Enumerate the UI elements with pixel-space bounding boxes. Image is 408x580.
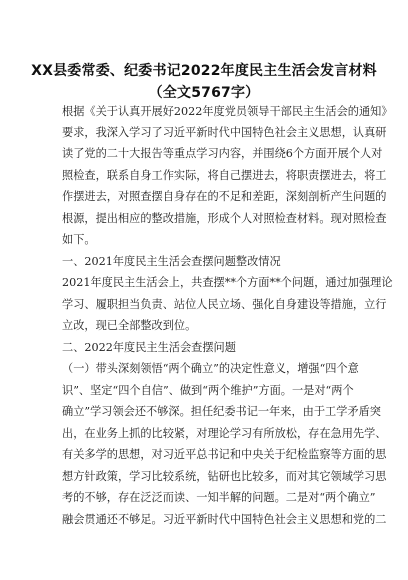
body-text-line: 立改，现已全部整改到位。: [62, 319, 197, 332]
body-text-line: 根源，提出相应的整改措施，形成个人对照检查材料。现对照检查: [62, 212, 387, 225]
body-text-line: 照检查，联系自身工作实际，将自己摆进去，将职责摆进去，将工: [62, 169, 387, 182]
body-text-line: 考的不够，存在泛泛而读、一知半解的问题。二是对“两个确立”: [62, 491, 376, 504]
document-subtitle-word-count: （全文5767字）: [148, 85, 260, 101]
body-text-line: 根据《关于认真开展好2022年度党员领导干部民主生活会的通知》: [62, 105, 393, 118]
body-text-line: 出，在业务上抓的比较紧，对理论学习有所放松，存在急用先学、: [62, 427, 387, 440]
body-text-line: 确立”学习领会还不够深。担任纪委书记一年来，由于工学矛盾突: [62, 405, 381, 418]
body-text-line: 有关多学的思想，对习近平总书记和中央关于纪检监察等方面的思: [62, 448, 387, 461]
body-text-line: 想方针政策，学习比较系统，钻研也比较多，而对其它领域学习思: [62, 470, 387, 483]
body-text-line: 识”、坚定“四个自信”、做到“两个维护”方面。一是对“两个: [62, 384, 354, 397]
body-text-line: 如下。: [62, 233, 96, 246]
document-title: XX县委常委、纪委书记2022年度民主生活会发言材料: [31, 63, 377, 79]
section-heading-2: 二、2022年度民主生活会查摆问题: [62, 341, 236, 354]
body-text-line: 2021年度民主生活会上，共查摆**个方面**个问题，通过加强理论: [62, 276, 393, 289]
body-text-line: 作摆进去，对照查摆自身存在的不足和差距，深刻剖析产生问题的: [62, 190, 387, 203]
section-heading-1: 一、2021年度民主生活会查摆问题整改情况: [62, 255, 281, 268]
body-text-line: 学习、履职担当负责、站位人民立场、强化自身建设等措施，立行: [62, 298, 387, 311]
body-text-line: 读了党的二十大报告等重点学习内容，并围绕6个方面开展个人对: [62, 147, 383, 160]
body-text-line: （一）带头深刻领悟“两个确立”的决定性意义，增强“四个意: [62, 362, 359, 375]
body-text-line: 要求，我深入学习了习近平新时代中国特色社会主义思想，认真研: [62, 126, 387, 139]
body-text-line: 融会贯通还不够足。习近平新时代中国特色社会主义思想和党的二: [62, 513, 387, 526]
